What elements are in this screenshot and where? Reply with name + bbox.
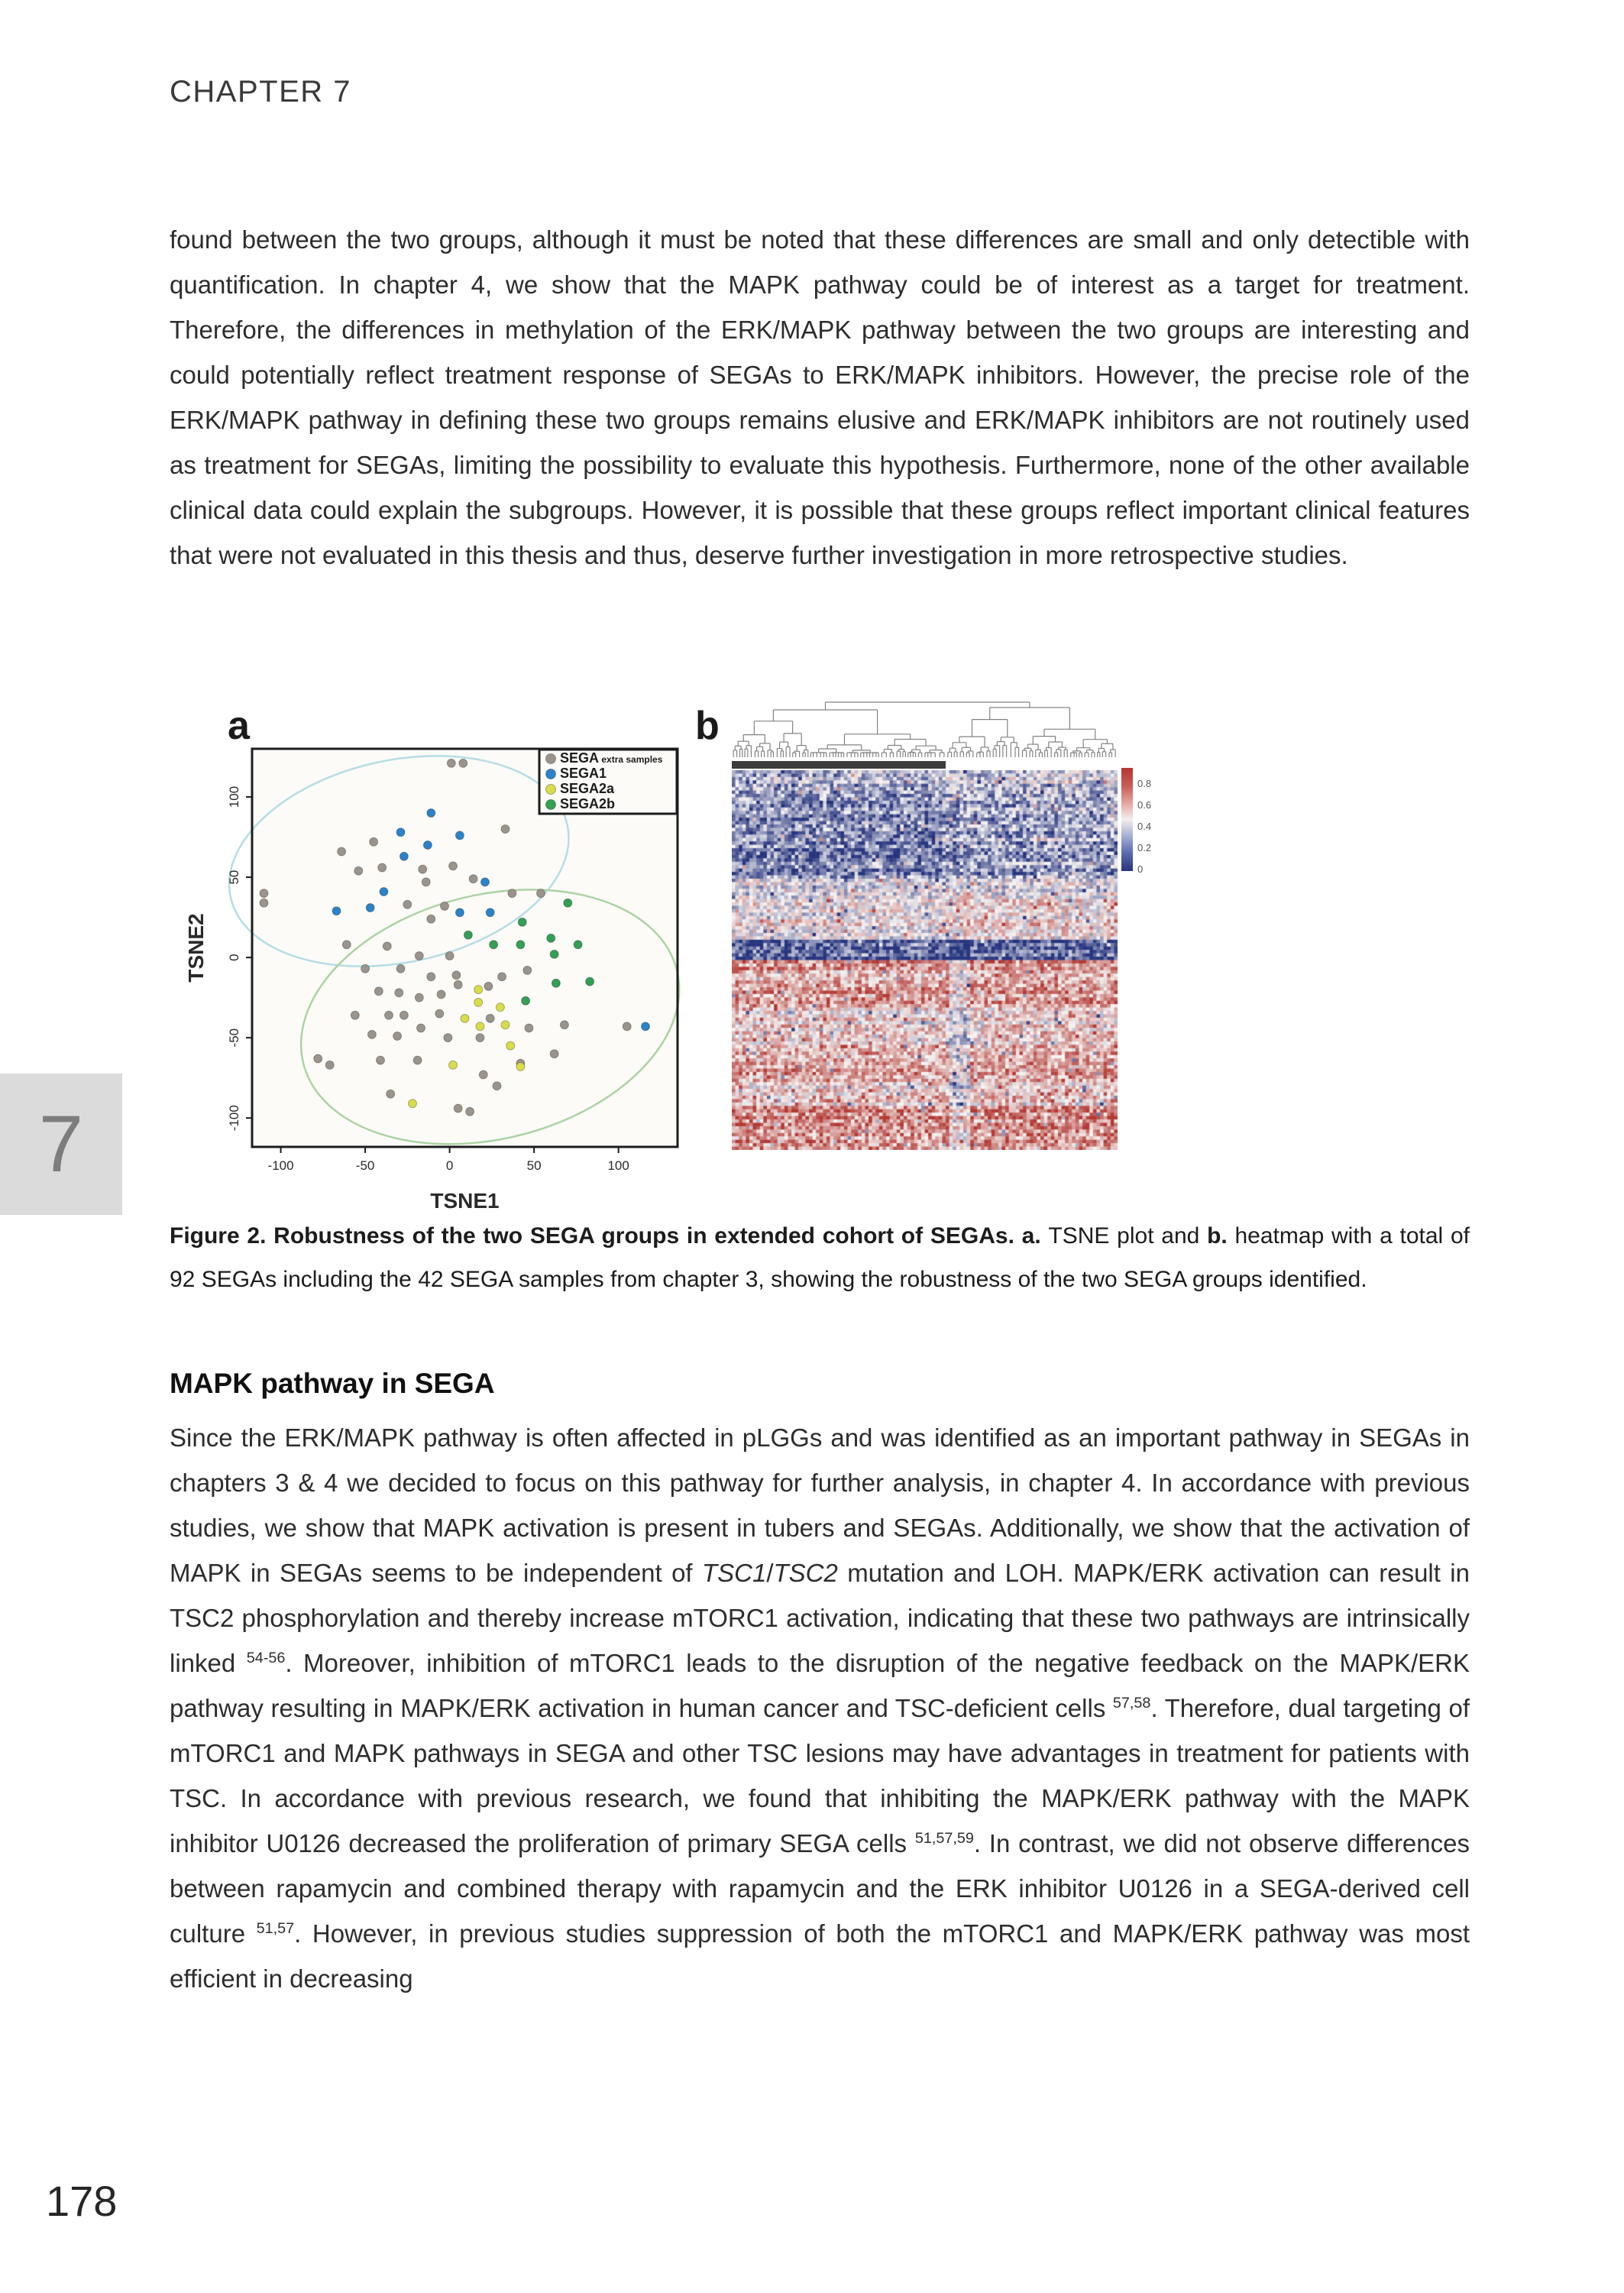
svg-text:-100: -100 (267, 1158, 294, 1173)
svg-text:50: 50 (526, 1158, 542, 1173)
colorbar-tick-labels (1137, 768, 1168, 875)
paragraph-1: found between the two groups, although it must be noted that these differences are small and only detectible with quantification. In chapter 4, we show that the MAPK pathway could be of interest as a target for treatment. Therefore, the differences in methylation of the ERK/MAPK pathway between the two groups are interesting and could potentially reflect treatment response of SEGAs to ERK/MAPK inhibitors. However, the precise role of the ERK/MAPK pathway in defining these two groups remains elusive and ERK/MAPK inhibitors are not routinely used as treatment for SEGAs, limiting the possibility to evaluate this hypothesis. Furthermore, none of the other available clinical data could explain the subgroups. However, it is possible that these groups reflect important clinical features that were not evaluated in this thesis and thus, deserve further investigation in more retrospective studies. (170, 225, 1470, 569)
paragraph-2: Since the ERK/MAPK pathway is often affected in pLGGs and was identified as an important pathway in SEGAs in chapters 3 & 4 we decided to focus on this pathway for further analysis, in chapter 4. In accordance with previous studies, we show that MAPK activation is present in tubers and SEGAs. Additionally, we show that the activation of MAPK in SEGAs seems to be independent of TSC1/TSC2 mutation and LOH. MAPK/ERK activation can result in TSC2 phosphorylation and thereby increase mTORC1 activation, indicating that these two pathways are intrinsically linked $^{54-56}$. Moreover, inhibition of mTORC1 leads to the disruption of the negative feedback on the MAPK/ERK pathway resulting in MAPK/ERK activation in human cancer and TSC-deficient cells $^{57,58}$. Therefore, dual targeting of mTORC1 and MAPK pathways in SEGA and other TSC lesions may have advantages in treatment for patients with TSC. In accordance with previous research, we found that inhibiting the MAPK/ERK pathway with the MAPK inhibitor U0126 decreased the proliferation of primary SEGA cells $^{51,57,59}$. In contrast, we did not observe differences between rapamycin and combined therapy with rapamycin and the ERK inhibitor U0126 in a SEGA-derived cell culture $^{51,57}$. However, in previous studies suppression of both the mTORC1 and MAPK/ERK pathway was most efficient in decreasing (170, 1423, 1470, 1993)
figure-caption: Figure 2. Robustness of the two SEGA groups in extended cohort of SEGAs. a. TSNE plot and b. heatmap with a total of 92 SEGAs including the 42 SEGA samples from chapter 3, showing the robustness of the two SEGA groups identified. (170, 1223, 1470, 1292)
section-heading: MAPK pathway in SEGA (170, 1368, 495, 1399)
tsne-plot (183, 714, 718, 1211)
svg-text:SEGA2a: SEGA2a (560, 781, 615, 796)
svg-text:SEGA2b: SEGA2b (560, 796, 616, 811)
heatmap-colorbar (1121, 768, 1133, 871)
svg-text:SEGA1: SEGA1 (560, 766, 607, 781)
panel-b-label: b (695, 704, 720, 748)
panel-a-label: a (228, 704, 250, 748)
chapter-tab-number: 7 (38, 1100, 84, 1189)
svg-text:TSNE1: TSNE1 (430, 1189, 500, 1211)
svg-text:-50: -50 (355, 1158, 375, 1173)
colorbar-tick: 0 (1137, 863, 1144, 875)
chapter-header: CHAPTER 7 (170, 75, 351, 108)
svg-text:50: 50 (227, 870, 241, 885)
page-number: 178 (46, 2177, 118, 2225)
svg-text:TSNE2: TSNE2 (184, 913, 208, 983)
colorbar-tick: 0.8 (1137, 778, 1152, 789)
figure-2 (176, 686, 1192, 1210)
heatmap (732, 770, 1118, 1150)
dendrogram (732, 698, 1118, 762)
colorbar-tick: 0.2 (1137, 842, 1152, 853)
svg-text:-50: -50 (227, 1028, 241, 1048)
cluster-annotation-bar (732, 761, 946, 769)
colorbar-tick: 0.4 (1137, 821, 1152, 832)
svg-text:100: 100 (227, 785, 241, 808)
svg-text:100: 100 (607, 1158, 629, 1173)
chapter-tab (0, 1074, 122, 1215)
svg-text:0: 0 (227, 954, 241, 961)
svg-text:SEGA extra samples: SEGA extra samples (560, 750, 663, 766)
colorbar-tick: 0.6 (1137, 799, 1152, 811)
svg-text:-100: -100 (227, 1105, 241, 1132)
svg-text:0: 0 (445, 1158, 454, 1173)
